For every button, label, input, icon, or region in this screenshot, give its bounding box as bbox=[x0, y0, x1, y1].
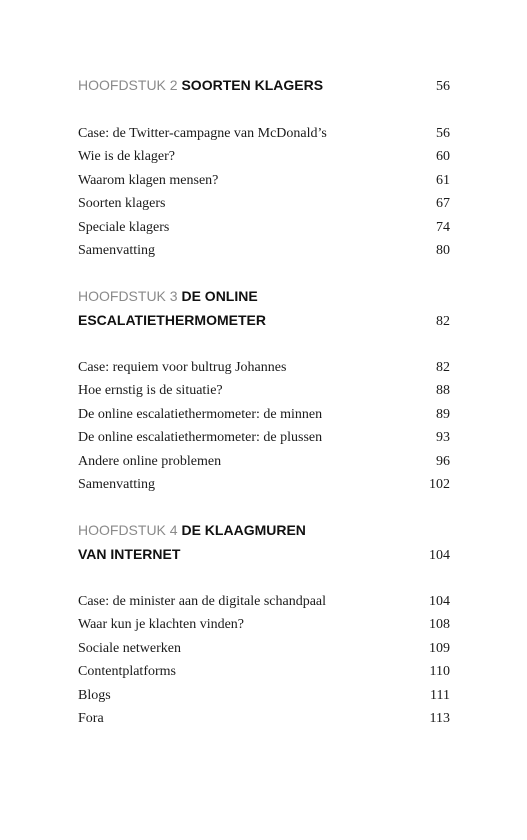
chapter-title: SOORTEN KLAGERS bbox=[181, 77, 324, 93]
chapter-page-number: 104 bbox=[429, 548, 450, 563]
toc-entry-page: 111 bbox=[430, 687, 450, 703]
chapter-2-entries bbox=[78, 126, 450, 266]
toc-entry-page: 96 bbox=[436, 453, 450, 469]
toc-entry-title: Samenvatting bbox=[78, 476, 155, 492]
toc-entry-title: De online escalatiethermometer: de plussen bbox=[78, 430, 323, 446]
toc-entry-title: Waar kun je klachten vinden? bbox=[78, 617, 245, 633]
toc-entry bbox=[78, 149, 450, 172]
toc-entry-page: 74 bbox=[436, 219, 450, 235]
chapter-title-continued: VAN INTERNET bbox=[78, 546, 181, 562]
toc-entry-page: 113 bbox=[429, 710, 450, 726]
toc-entry-page: 88 bbox=[436, 383, 450, 399]
toc-entry bbox=[78, 641, 450, 664]
toc-entry-page: 56 bbox=[436, 126, 450, 141]
toc-entry-title: Case: requiem voor bultrug Johannes bbox=[78, 360, 287, 375]
toc-entry-title: Andere online problemen bbox=[78, 453, 222, 469]
toc-entry-page: 67 bbox=[436, 196, 450, 212]
toc-entry bbox=[78, 711, 450, 734]
toc-entry bbox=[78, 407, 450, 430]
chapter-page-number: 82 bbox=[436, 314, 450, 329]
chapter-prefix: HOOFDSTUK 3 bbox=[78, 288, 178, 304]
toc-entry bbox=[78, 594, 450, 617]
toc-entry-title: Waarom klagen mensen? bbox=[78, 172, 219, 188]
toc-entry bbox=[78, 383, 450, 406]
toc-entry-page: 108 bbox=[429, 617, 450, 633]
toc-entry-title: Wie is de klager? bbox=[78, 149, 176, 165]
toc-entry bbox=[78, 688, 450, 711]
toc-entry-title: Case: de minister aan de digitale schandpaal bbox=[78, 594, 327, 609]
chapter-4-entries bbox=[78, 594, 450, 734]
toc-entry bbox=[78, 454, 450, 477]
toc-entry-page: 109 bbox=[429, 640, 450, 656]
toc-entry bbox=[78, 664, 450, 687]
toc-entry bbox=[78, 617, 450, 640]
toc-entry bbox=[78, 126, 450, 149]
toc-entry-title: Soorten klagers bbox=[78, 196, 166, 212]
toc-entry-title: Hoe ernstig is de situatie? bbox=[78, 383, 223, 399]
toc-entry-title: Speciale klagers bbox=[78, 219, 170, 235]
toc-entry-title: De online escalatiethermometer: de minnen bbox=[78, 406, 323, 422]
chapter-title-continued: ESCALATIETHERMOMETER bbox=[78, 312, 266, 328]
toc-entry-page: 89 bbox=[436, 406, 450, 422]
toc-entry-page: 110 bbox=[429, 664, 450, 680]
toc-entry-page: 80 bbox=[436, 242, 450, 258]
toc-entry-title: Samenvatting bbox=[78, 242, 155, 258]
toc-entry bbox=[78, 220, 450, 243]
toc-entry bbox=[78, 360, 450, 383]
toc-entry-title: Sociale netwerken bbox=[78, 640, 182, 656]
chapter-heading-2 bbox=[78, 77, 450, 101]
toc-entry bbox=[78, 196, 450, 219]
toc-entry-title: Contentplatforms bbox=[78, 664, 176, 680]
chapter-page-number: 56 bbox=[436, 79, 450, 94]
chapter-heading-4 bbox=[78, 522, 450, 570]
chapter-title: DE ONLINE bbox=[181, 288, 258, 304]
toc-entry-page: 61 bbox=[436, 172, 450, 188]
toc-entry-title: Fora bbox=[78, 710, 104, 726]
toc-entry-page: 102 bbox=[429, 476, 450, 492]
chapter-title: DE KLAAGMUREN bbox=[181, 522, 306, 538]
toc-entry-title: Blogs bbox=[78, 687, 111, 703]
toc-entry bbox=[78, 243, 450, 266]
toc-entry-title: Case: de Twitter-campagne van McDonald’s bbox=[78, 126, 327, 141]
chapter-heading-3 bbox=[78, 288, 450, 336]
toc-entry-page: 60 bbox=[436, 149, 450, 165]
toc-entry-page: 104 bbox=[429, 594, 450, 609]
chapter-prefix: HOOFDSTUK 4 bbox=[78, 522, 178, 538]
toc-entry bbox=[78, 173, 450, 196]
chapter-3-entries bbox=[78, 360, 450, 500]
toc-entry bbox=[78, 477, 450, 500]
toc-entry bbox=[78, 430, 450, 453]
toc-entry-page: 82 bbox=[436, 360, 450, 375]
toc-entry-page: 93 bbox=[436, 430, 450, 446]
chapter-prefix: HOOFDSTUK 2 bbox=[78, 77, 178, 93]
